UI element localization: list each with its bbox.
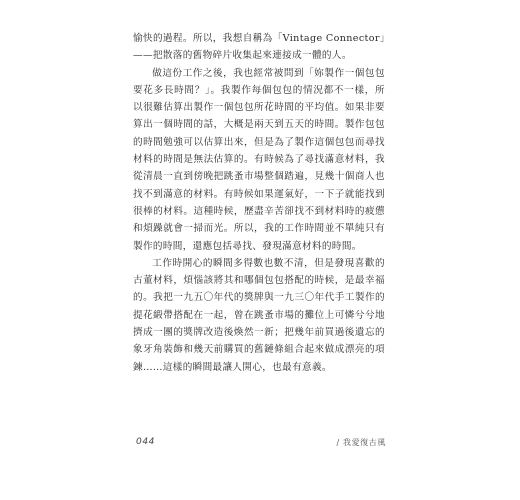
paragraph: 愉快的過程。所以，我想自稱為「Vintage Connector」——把散落的舊物碎片收集起來連接成一體的人。 xyxy=(133,33,385,62)
running-footer-title: / 我愛復古風 xyxy=(336,438,386,447)
paragraph: 工作時開心的瞬間多得數也數不清，但是發現喜歡的古董材料，煩惱該將其和哪個包包搭配的時候，是最幸福的。我把一九五〇年代的獎牌與一九三〇年代手工製作的提花緞帶搭配在一起，曾在跳蚤市場的攤位上可憐兮兮地擠成一團的獎牌改造後煥然一新；把幾年前買過後遺忘的象牙角裝飾和幾天前購買的舊鏈條組合起來做成漂亮的項鍊……這樣的瞬間最讓人開心，也最有意義。 xyxy=(133,257,385,373)
body-text xyxy=(133,30,385,376)
page-number: 044 xyxy=(136,437,155,447)
paragraph: 做這份工作之後，我也經常被問到「妳製作一個包包要花多長時間？」。我製作每個包包的情況都不一樣，所以很難估算出製作一個包包所花時間的平均值。如果非要算出一個時間的話，大概是兩天到五天的時間。製作包包的時間勉強可以估算出來，但是為了製作這個包包而尋找材料的時間是無法估算的。有時候為了尋找滿意材料，我從清晨一直到傍晚把跳蚤市場整個踏遍，見幾十個商人也找不到滿意的材料。有時候如果運氣好，一下子就能找到很棒的材料。這種時候，歷盡辛苦卻找不到材料時的疲憊和煩躁就會一掃而光。所以，我的工作時間並不單純只有製作的時間，還應包括尋找、發現滿意材料的時間。 xyxy=(133,67,385,252)
